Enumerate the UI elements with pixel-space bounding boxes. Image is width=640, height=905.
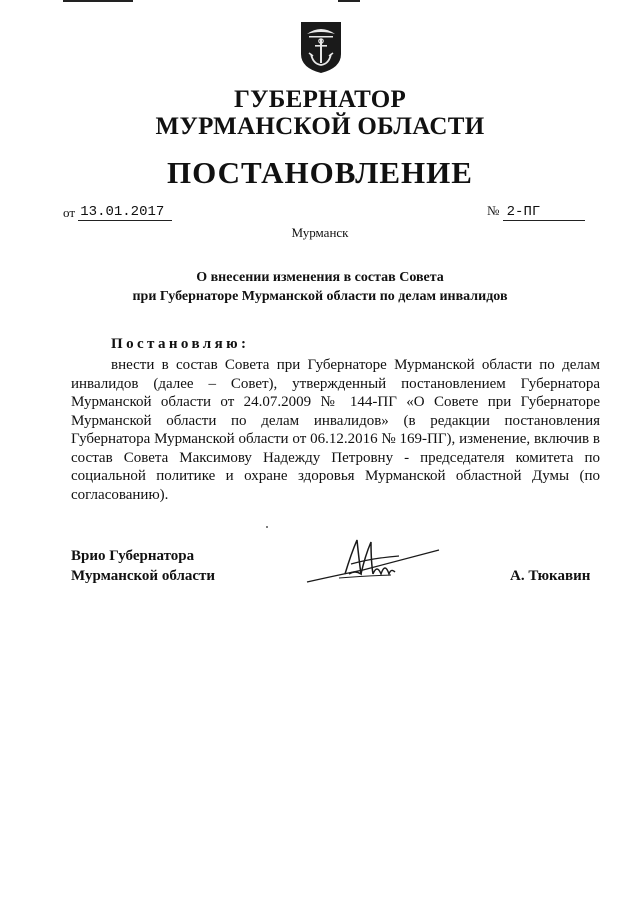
number-prefix: № (487, 203, 500, 218)
date-value: 13.01.2017 (78, 204, 172, 221)
date-field (63, 203, 172, 221)
decree-word: Постановляю: (111, 336, 250, 352)
org-name-line2: МУРМАНСКОЙ ОБЛАСТИ (155, 113, 485, 140)
document-type: ПОСТАНОВЛЕНИЕ (167, 155, 473, 190)
top-rule-left (63, 0, 133, 2)
speck (266, 526, 268, 528)
signer-title-line1: Врио Губернатора (71, 548, 195, 564)
subject-line1: О внесении изменения в состав Совета (196, 270, 444, 285)
decree-body: внести в состав Совета при Губернаторе Мурманской области по делам инвалидов (далее – Совет), утвержденный постановлением Губернатора Мурманской области от 24.07.2009 № 144-ПГ «О Совете при Губернаторе Мурманской области по делам инвалидов» (в редакции постановления Губернатора Мурманской области от 06.12.2016 № 169-ПГ), изменение, включив в состав Совета Максимову Надежду Петровну - председателя комитета по социальной политике и охране здоровья Мурманской областной Думы (по согласованию). (71, 357, 600, 503)
city: Мурманск (291, 225, 349, 240)
subject-line2: при Губернаторе Мурманской области по делам инвалидов (132, 289, 508, 304)
org-name-line1: ГУБЕРНАТОР (233, 86, 407, 113)
date-prefix: от (63, 205, 76, 220)
signer-title-line2: Мурманской области (71, 568, 216, 584)
murmansk-coat-of-arms-icon (299, 20, 343, 74)
top-rule-right (338, 0, 360, 2)
handwritten-signature-icon (303, 534, 443, 590)
number-value: 2-ПГ (503, 204, 585, 221)
signer-name: А. Тюкавин (510, 568, 591, 584)
number-field (487, 203, 585, 221)
